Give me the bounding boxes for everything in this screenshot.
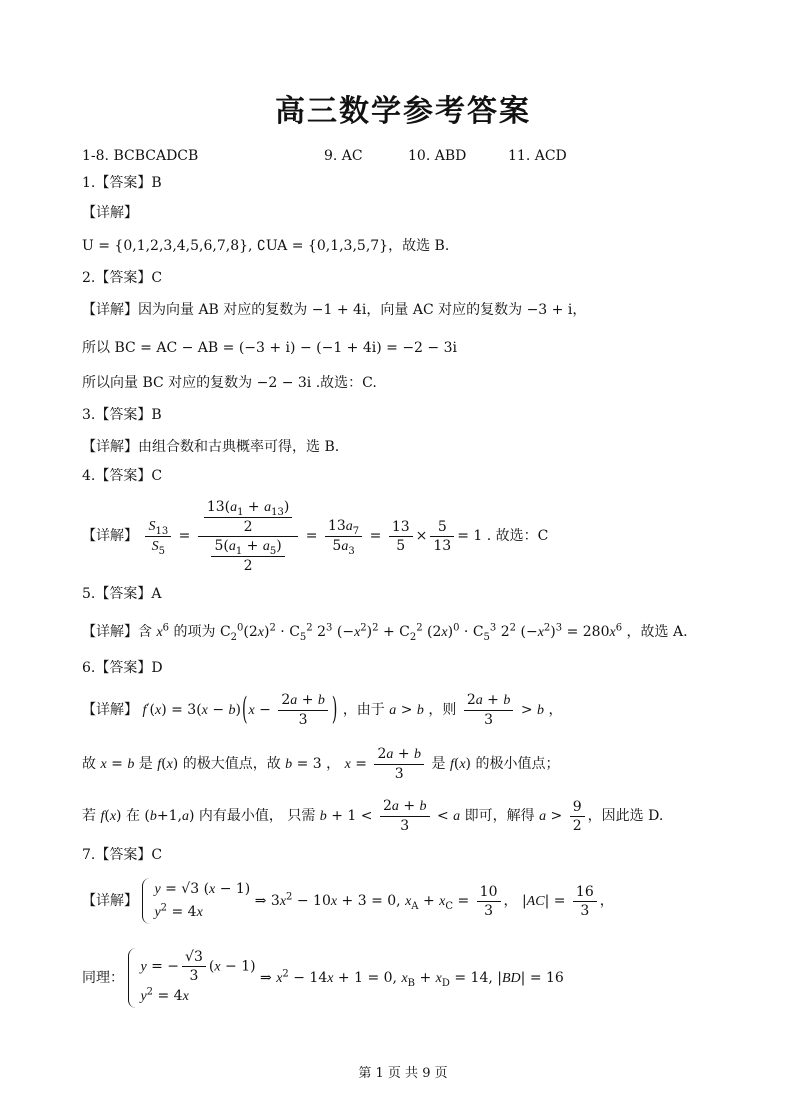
q6-heading: 6.【答案】D bbox=[82, 660, 163, 676]
q7-system-2: y = − $\frac{√3}{3}$ (x − 1) $y^2 = 4x$ bbox=[128, 948, 255, 1009]
q4-5-13: $\frac{5}{13}$ bbox=[430, 518, 454, 555]
q4-solution: 【详解】 $\frac{S_{13}}{S_5}$ = $\frac{\frac{13(a_1 + a_{13})}{2}}{\frac{5(a_1 + a_5)}{2}}$ = $\frac{13a_7}{5a_3}$ = $\frac{13}{5}$ × $\frac{5}{13}$ = 1 . 故选：C bbox=[82, 498, 549, 574]
q3-heading: 3.【答案】B bbox=[82, 407, 162, 423]
q5-solution: 【详解】含 $x^6$ 的项为 $C_2^0(2x)^2 \cdot C_5^2$ $2^3$ $(-x^2)^2 + C_2^2$ $(2x)^0 \cdot C_5^3$ $2^2$ $(-x^2)^3 = 280x^6$ ，故选 A. bbox=[82, 622, 688, 643]
answer-10: 10. ABD bbox=[408, 148, 467, 164]
q4-conclusion: 故选：C bbox=[495, 528, 549, 544]
q2-solution-line2: 所以 BC = AC − AB = (−3 + i) − (−1 + 4i) = −2 − 3i bbox=[82, 340, 457, 356]
q1-solution: U = {0,1,2,3,4,5,6,7,8}, ∁UA = {0,1,3,5,7}，故选 B. bbox=[82, 238, 450, 254]
q6-solution-line2: 故 x = b 是 f(x) 的极大值点，故 b = 3 ， x = $\frac{2a + b}{3}$ 是 f(x) 的极小值点； bbox=[82, 746, 560, 782]
q7-solution-line1: 【详解】 y = √3 (x − 1) $y^2 = 4x$ ⇒ $3x^2 - 10x + 3 = 0$, $x_A + x_C$ = $\frac{10}{3}$ ， |AC| = $\frac{16}{3}$ ， bbox=[82, 874, 614, 928]
answers-1-8: 1-8. BCBCADCB bbox=[82, 148, 199, 164]
q7-heading: 7.【答案】C bbox=[82, 847, 163, 863]
answer-9: 9. AC bbox=[324, 148, 363, 164]
q6-solution-line3: 若 f(x) 在 (b+1,a) 内有最小值， 只需 b + 1 < $\frac{2a + b}{3}$ < a 即可，解得 a > $\frac{9}{2}$ ，因此选 D. bbox=[82, 798, 664, 834]
q4-a7-a3: $\frac{13a_7}{5a_3}$ bbox=[325, 517, 362, 556]
q2-heading: 2.【答案】C bbox=[82, 270, 163, 286]
q4-13-5: $\frac{13}{5}$ bbox=[389, 518, 413, 555]
answer-11: 11. ACD bbox=[508, 148, 567, 164]
q4-ratio-s13-s5: $\frac{S_{13}}{S_5}$ bbox=[145, 517, 171, 556]
q4-heading: 4.【答案】C bbox=[82, 468, 163, 484]
q2-solution-line1: 【详解】因为向量 AB 对应的复数为 −1 + 4i，向量 AC 对应的复数为 −3 + i， bbox=[82, 302, 587, 318]
q7-system-1: y = √3 (x − 1) $y^2 = 4x$ bbox=[142, 878, 250, 924]
q4-compound-fraction: $\frac{\frac{13(a_1 + a_{13})}{2}}{\frac{5(a_1 + a_5)}{2}}$ bbox=[198, 498, 299, 575]
q2-solution-line3: 所以向量 BC 对应的复数为 −2 − 3i .故选：C. bbox=[82, 375, 377, 391]
q4-detail-label: 【详解】 bbox=[82, 528, 138, 544]
q7-solution-line2: 同理： y = − $\frac{√3}{3}$ (x − 1) $y^2 = 4x$ ⇒ $x^2 - 14x + 1 = 0$, $x_B + x_D = 14$, |BD| = 16 bbox=[82, 940, 564, 1016]
q3-solution: 【详解】由组合数和古典概率可得，选 B. bbox=[82, 439, 340, 455]
q5-heading: 5.【答案】A bbox=[82, 586, 162, 602]
q6-solution-line1: 【详解】 f′(x) = 3(x − b)(x − $\frac{2a + b}{3}$ ) ，由于 a > b ，则 $\frac{2a + b}{3}$ > b ， bbox=[82, 692, 563, 728]
answer-summary bbox=[82, 146, 722, 166]
q1-heading: 1.【答案】B bbox=[82, 175, 162, 191]
q1-detail-label: 【详解】 bbox=[82, 205, 138, 221]
page-title: 高三数学参考答案 bbox=[275, 94, 531, 129]
page-footer: 第 1 页 共 9 页 bbox=[358, 1066, 448, 1081]
